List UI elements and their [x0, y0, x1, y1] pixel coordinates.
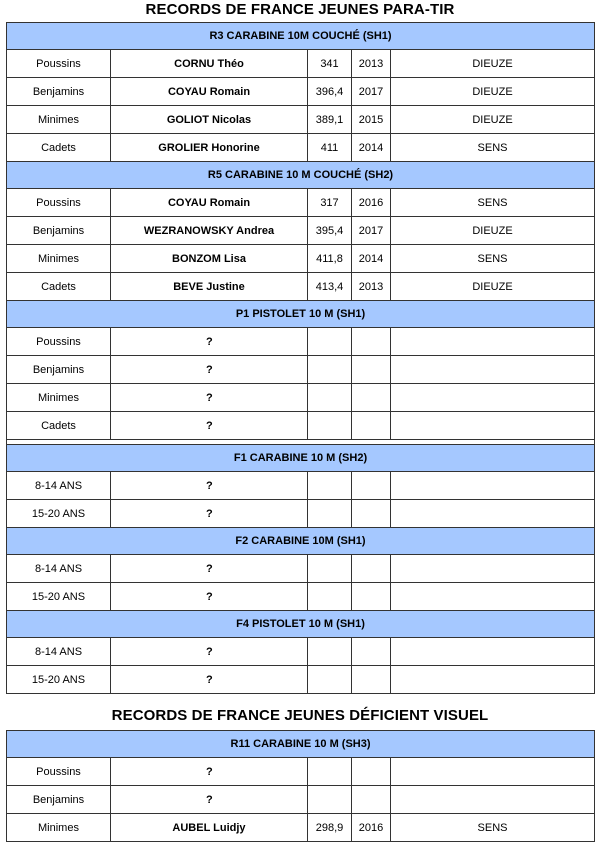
- athlete-name-cell: ?: [111, 583, 308, 611]
- year-cell: [352, 412, 391, 440]
- athlete-name-cell: WEZRANOWSKY Andrea: [111, 217, 308, 245]
- year-cell: 2016: [352, 814, 391, 842]
- category-cell: 8-14 ANS: [7, 472, 111, 500]
- score-cell: [308, 472, 352, 500]
- section-header: [7, 162, 595, 189]
- place-cell: SENS: [391, 189, 595, 217]
- section-title: P1 PISTOLET 10 M (SH1): [7, 301, 595, 328]
- section-title: R11 CARABINE 10 M (SH3): [7, 731, 595, 758]
- place-cell: [391, 412, 595, 440]
- place-cell: [391, 555, 595, 583]
- score-cell: 341: [308, 50, 352, 78]
- year-cell: 2014: [352, 134, 391, 162]
- category-cell: 15-20 ANS: [7, 500, 111, 528]
- year-cell: [352, 555, 391, 583]
- place-cell: [391, 666, 595, 694]
- category-cell: Cadets: [7, 273, 111, 301]
- table-row: [7, 500, 595, 528]
- place-cell: [391, 758, 595, 786]
- place-cell: DIEUZE: [391, 273, 595, 301]
- athlete-name-cell: COYAU Romain: [111, 189, 308, 217]
- athlete-name-cell: ?: [111, 638, 308, 666]
- category-cell: Cadets: [7, 134, 111, 162]
- table-row: [7, 245, 595, 273]
- records-table-deficient-visuel: [6, 730, 595, 842]
- place-cell: SENS: [391, 814, 595, 842]
- category-cell: Poussins: [7, 50, 111, 78]
- year-cell: [352, 356, 391, 384]
- score-cell: [308, 758, 352, 786]
- section-title: R3 CARABINE 10M COUCHÉ (SH1): [7, 23, 595, 50]
- table-row: [7, 583, 595, 611]
- category-cell: 8-14 ANS: [7, 555, 111, 583]
- score-cell: 317: [308, 189, 352, 217]
- category-cell: Benjamins: [7, 78, 111, 106]
- category-cell: Minimes: [7, 384, 111, 412]
- category-cell: Minimes: [7, 245, 111, 273]
- year-cell: [352, 758, 391, 786]
- table-row: [7, 412, 595, 440]
- year-cell: [352, 472, 391, 500]
- score-cell: [308, 555, 352, 583]
- year-cell: 2017: [352, 78, 391, 106]
- athlete-name-cell: ?: [111, 786, 308, 814]
- athlete-name-cell: GROLIER Honorine: [111, 134, 308, 162]
- score-cell: 413,4: [308, 273, 352, 301]
- place-cell: [391, 472, 595, 500]
- table-row: [7, 328, 595, 356]
- category-cell: Poussins: [7, 189, 111, 217]
- year-cell: [352, 666, 391, 694]
- records-table-para-tir: [6, 22, 595, 694]
- table-row: [7, 472, 595, 500]
- category-cell: Cadets: [7, 412, 111, 440]
- table-row: [7, 134, 595, 162]
- year-cell: [352, 786, 391, 814]
- athlete-name-cell: ?: [111, 555, 308, 583]
- athlete-name-cell: ?: [111, 758, 308, 786]
- athlete-name-cell: ?: [111, 356, 308, 384]
- athlete-name-cell: AUBEL Luidjy: [111, 814, 308, 842]
- place-cell: [391, 384, 595, 412]
- table-row: [7, 555, 595, 583]
- score-cell: 395,4: [308, 217, 352, 245]
- section-title: F4 PISTOLET 10 M (SH1): [7, 611, 595, 638]
- table-row: [7, 666, 595, 694]
- place-cell: SENS: [391, 134, 595, 162]
- athlete-name-cell: ?: [111, 384, 308, 412]
- place-cell: [391, 583, 595, 611]
- table-row: [7, 106, 595, 134]
- year-cell: [352, 384, 391, 412]
- score-cell: [308, 500, 352, 528]
- score-cell: 389,1: [308, 106, 352, 134]
- place-cell: [391, 328, 595, 356]
- section-title: F2 CARABINE 10M (SH1): [7, 528, 595, 555]
- score-cell: [308, 666, 352, 694]
- year-cell: 2015: [352, 106, 391, 134]
- score-cell: [308, 412, 352, 440]
- year-cell: [352, 328, 391, 356]
- year-cell: 2013: [352, 50, 391, 78]
- category-cell: Benjamins: [7, 356, 111, 384]
- category-cell: Minimes: [7, 106, 111, 134]
- section-header: [7, 445, 595, 472]
- year-cell: 2017: [352, 217, 391, 245]
- category-cell: Benjamins: [7, 786, 111, 814]
- athlete-name-cell: GOLIOT Nicolas: [111, 106, 308, 134]
- category-cell: 15-20 ANS: [7, 583, 111, 611]
- table-row: [7, 50, 595, 78]
- score-cell: [308, 583, 352, 611]
- athlete-name-cell: BEVE Justine: [111, 273, 308, 301]
- year-cell: 2014: [352, 245, 391, 273]
- score-cell: [308, 638, 352, 666]
- athlete-name-cell: ?: [111, 412, 308, 440]
- place-cell: DIEUZE: [391, 78, 595, 106]
- table-row: [7, 78, 595, 106]
- page-title-deficient-visuel: RECORDS DE FRANCE JEUNES DÉFICIENT VISUEL: [111, 707, 489, 724]
- year-cell: [352, 583, 391, 611]
- table-row: [7, 814, 595, 842]
- table-row: [7, 786, 595, 814]
- athlete-name-cell: CORNU Théo: [111, 50, 308, 78]
- category-cell: Minimes: [7, 814, 111, 842]
- section-title: F1 CARABINE 10 M (SH2): [7, 445, 595, 472]
- athlete-name-cell: ?: [111, 472, 308, 500]
- category-cell: Poussins: [7, 328, 111, 356]
- table-row: [7, 217, 595, 245]
- place-cell: DIEUZE: [391, 50, 595, 78]
- year-cell: [352, 638, 391, 666]
- year-cell: 2013: [352, 273, 391, 301]
- table-row: [7, 273, 595, 301]
- place-cell: [391, 786, 595, 814]
- table-row: [7, 384, 595, 412]
- athlete-name-cell: COYAU Romain: [111, 78, 308, 106]
- place-cell: DIEUZE: [391, 106, 595, 134]
- score-cell: 298,9: [308, 814, 352, 842]
- place-cell: [391, 356, 595, 384]
- athlete-name-cell: BONZOM Lisa: [111, 245, 308, 273]
- table-row: [7, 638, 595, 666]
- table-row: [7, 189, 595, 217]
- score-cell: 396,4: [308, 78, 352, 106]
- section-header: [7, 23, 595, 50]
- place-cell: [391, 638, 595, 666]
- section-title: R5 CARABINE 10 M COUCHÉ (SH2): [7, 162, 595, 189]
- section-header: [7, 301, 595, 328]
- score-cell: [308, 384, 352, 412]
- page-title-para-tir: RECORDS DE FRANCE JEUNES PARA-TIR: [145, 1, 455, 18]
- score-cell: [308, 356, 352, 384]
- place-cell: DIEUZE: [391, 217, 595, 245]
- table-row: [7, 758, 595, 786]
- score-cell: 411,8: [308, 245, 352, 273]
- section-header: [7, 611, 595, 638]
- year-cell: [352, 500, 391, 528]
- athlete-name-cell: ?: [111, 666, 308, 694]
- table-row: [7, 356, 595, 384]
- athlete-name-cell: ?: [111, 328, 308, 356]
- section-header: [7, 731, 595, 758]
- year-cell: 2016: [352, 189, 391, 217]
- athlete-name-cell: ?: [111, 500, 308, 528]
- place-cell: [391, 500, 595, 528]
- category-cell: 15-20 ANS: [7, 666, 111, 694]
- section-header: [7, 528, 595, 555]
- category-cell: 8-14 ANS: [7, 638, 111, 666]
- category-cell: Poussins: [7, 758, 111, 786]
- score-cell: [308, 328, 352, 356]
- score-cell: 411: [308, 134, 352, 162]
- score-cell: [308, 786, 352, 814]
- place-cell: SENS: [391, 245, 595, 273]
- category-cell: Benjamins: [7, 217, 111, 245]
